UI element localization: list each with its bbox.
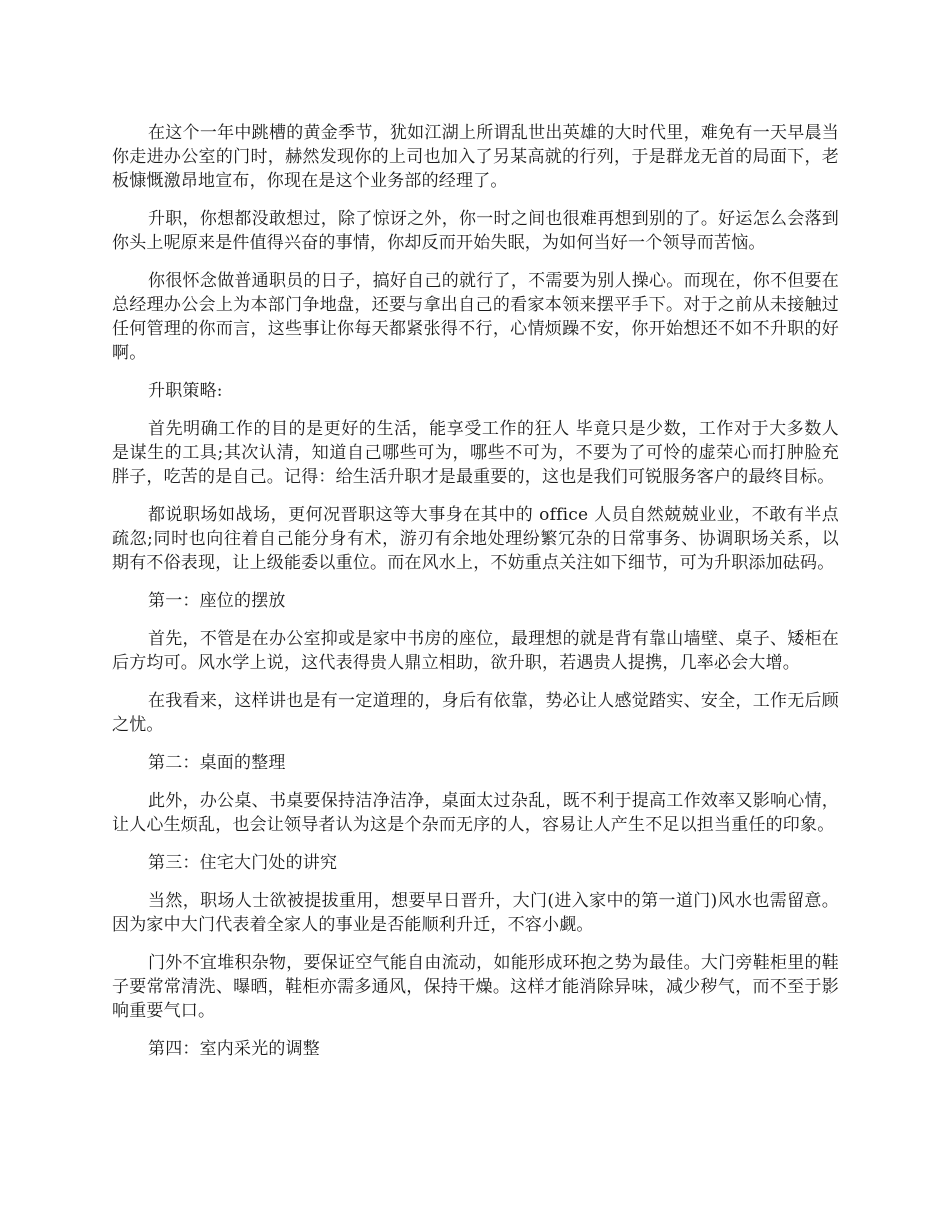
- paragraph-opinion: 在我看来，这样讲也是有一定道理的，身后有依靠，势必让人感觉踏实、安全，工作无后顾之忧。: [112, 691, 839, 735]
- heading-desk: 第二：桌面的整理: [148, 753, 286, 773]
- paragraph-door: 当然，职场人士欲被提拔重用，想要早日晋升，大门(进入家中的第一道门)风水也需留意。因为家中大门代表着全家人的事业是否能顺利升迁，不容小觑。: [112, 891, 839, 935]
- paragraph-purpose: 首先明确工作的目的是更好的生活，能享受工作的狂人 毕竟只是少数，工作对于大多数人是谋生的工具;其次认清，知道自己哪些可为，哪些不可为，不要为了可怜的虚荣心而打肿脸充胖子，吃苦的是自己。记得：给生活升职才是最重要的，这也是我们可锐服务客户的最终目标。: [112, 419, 839, 487]
- heading-lighting: 第四：室内采光的调整: [148, 1039, 320, 1059]
- heading-seat: 第一：座位的摆放: [148, 591, 286, 611]
- document-body: [112, 121, 839, 1075]
- paragraph-workplace: 都说职场如战场，更何况晋职这等大事身在其中的 office 人员自然兢兢业业，不敢有半点疏忽;同时也向往着自己能分身有术，游刃有余地处理纷繁冗杂的日常事务、协调职场关系，以期有不俗表现，让上级能委以重位。而在风水上，不妨重点关注如下细节，可为升职添加砝码。: [112, 505, 839, 573]
- paragraph-seat: 首先，不管是在办公室抑或是家中书房的座位，最理想的就是背有靠山墙壁、桌子、矮柜在后方均可。风水学上说，这代表得贵人鼎立相助，欲升职，若遇贵人提携，几率必会大增。: [112, 629, 839, 673]
- heading-strategy: 升职策略:: [148, 381, 223, 401]
- paragraph-nostalgia: 你很怀念做普通职员的日子，搞好自己的就行了，不需要为别人操心。而现在，你不但要在总经理办公会上为本部门争地盘，还要与拿出自己的看家本领来摆平手下。对于之前从未接触过任何管理的你而言，这些事让你每天都紧张得不行，心情烦躁不安，你开始想还不如不升职的好啊。: [112, 271, 839, 363]
- paragraph-desk: 此外，办公桌、书桌要保持洁净洁净，桌面太过杂乱，既不利于提高工作效率又影响心情，让人心生烦乱，也会让领导者认为这是个杂而无序的人，容易让人产生不足以担当重任的印象。: [112, 791, 839, 835]
- paragraph-intro: 在这个一年中跳槽的黄金季节，犹如江湖上所谓乱世出英雄的大时代里，难免有一天早晨当你走进办公室的门时，赫然发现你的上司也加入了另某高就的行列，于是群龙无首的局面下，老板慷慨激昂地宣布，你现在是这个业务部的经理了。: [112, 123, 839, 191]
- heading-door: 第三：住宅大门处的讲究: [148, 853, 338, 873]
- paragraph-shoes: 门外不宜堆积杂物，要保证空气能自由流动，如能形成环抱之势为最佳。大门旁鞋柜里的鞋子要常常清洗、曝晒，鞋柜亦需多通风，保持干燥。这样才能消除异味，减少秽气，而不至于影响重要气口。: [112, 953, 839, 1021]
- paragraph-promotion: 升职，你想都没敢想过，除了惊讶之外，你一时之间也很难再想到别的了。好运怎么会落到你头上呢原来是件值得兴奋的事情，你却反而开始失眠，为如何当好一个领导而苦恼。: [112, 209, 839, 253]
